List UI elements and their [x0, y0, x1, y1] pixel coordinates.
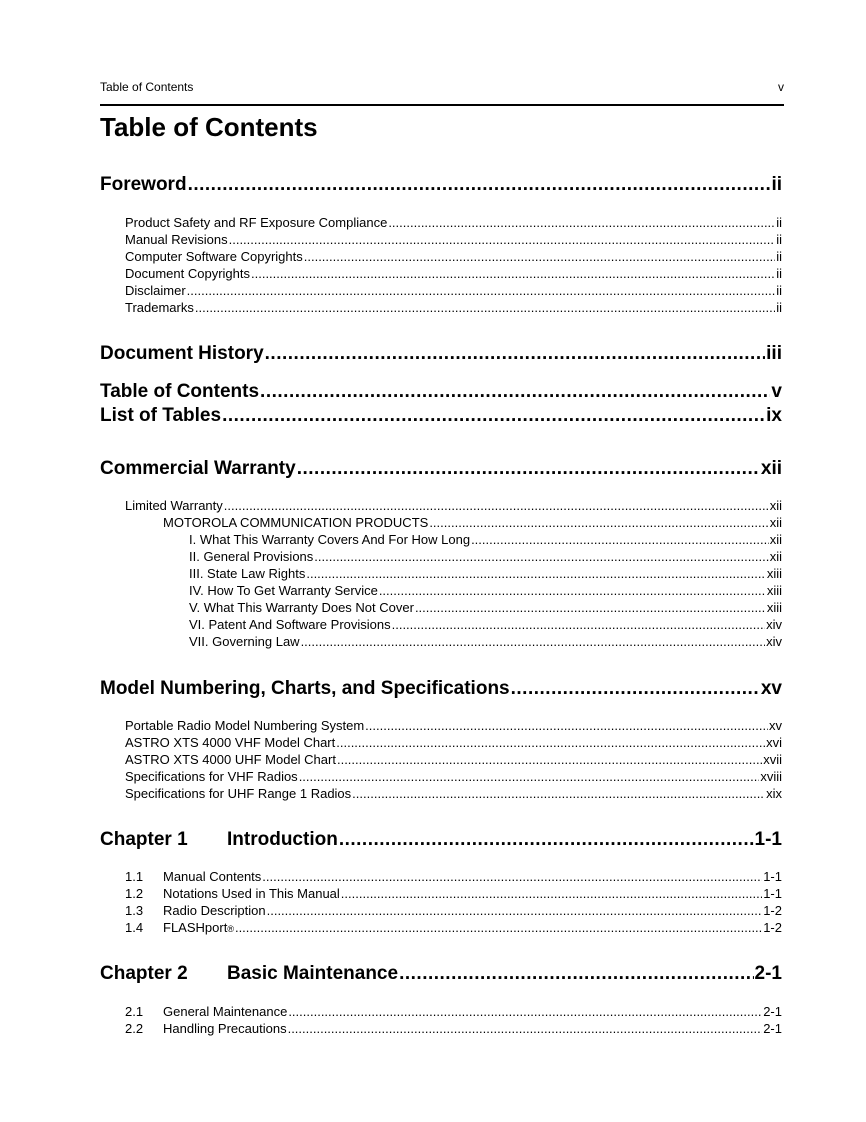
toc-entry[interactable]: [189, 566, 782, 583]
toc-page-number: xiii: [766, 566, 782, 581]
toc-dot-leader: [299, 769, 760, 784]
toc-entry-title: Basic Maintenance: [227, 963, 399, 984]
toc-entry[interactable]: [125, 735, 782, 752]
toc-entry[interactable]: [189, 532, 782, 549]
toc-entry-title: Commercial Warranty: [100, 458, 296, 479]
toc-dot-leader: [288, 1004, 762, 1019]
toc-entry-title: General Maintenance: [163, 1004, 288, 1019]
toc-entry-title: Product Safety and RF Exposure Compliance: [125, 215, 388, 230]
toc-dot-leader: [471, 532, 769, 547]
toc-dot-leader: [251, 266, 775, 281]
toc-dot-leader: [339, 829, 754, 851]
toc-entry-title: Manual Revisions: [125, 232, 228, 247]
toc-entry-title: Specifications for VHF Radios: [125, 769, 298, 784]
toc-dot-leader: [429, 515, 768, 530]
toc-entry[interactable]: [163, 515, 782, 532]
toc-entry-title: Foreword: [100, 174, 187, 195]
toc-dot-leader: [399, 963, 753, 985]
toc-entry-title: MOTOROLA COMMUNICATION PRODUCTS: [163, 515, 429, 530]
toc-page-number: xvi: [766, 735, 782, 750]
toc-dot-leader: [341, 886, 762, 901]
toc-heading[interactable]: [100, 678, 782, 702]
toc-entry[interactable]: [125, 1021, 782, 1038]
toc-entry-title: ASTRO XTS 4000 UHF Model Chart: [125, 752, 336, 767]
header-rule: [100, 104, 784, 106]
toc-entry-title: I. What This Warranty Covers And For How Long: [189, 532, 471, 547]
toc-entry-title: VI. Patent And Software Provisions: [189, 617, 391, 632]
toc-entry[interactable]: [125, 232, 782, 249]
toc-entry[interactable]: [189, 583, 782, 600]
toc-page-number: 1-2: [763, 903, 782, 918]
running-header: [100, 80, 784, 94]
toc-dot-leader: [188, 174, 771, 196]
toc-page-number: xvii: [763, 752, 782, 767]
toc-section-number: 1.4: [125, 920, 144, 935]
toc-page-number: 1-2: [763, 920, 782, 935]
toc-section-number: 1.1: [125, 869, 144, 884]
toc-entry[interactable]: [125, 498, 782, 515]
toc-page-number: xv: [760, 678, 782, 699]
toc-entry-title: Disclaimer: [125, 283, 186, 298]
toc-entry[interactable]: [125, 300, 782, 317]
toc-dot-leader: [314, 549, 768, 564]
toc-page-number: 2-1: [754, 963, 782, 984]
toc-page-number: 2-1: [763, 1021, 782, 1036]
toc-entry-title: Model Numbering, Charts, and Specifications: [100, 678, 510, 699]
toc-dot-leader: [304, 249, 775, 264]
toc-dot-leader: [262, 869, 762, 884]
toc-entry-title: VII. Governing Law: [189, 634, 300, 649]
toc-entry-title: Limited Warranty: [125, 498, 223, 513]
toc-page-number: 1-1: [754, 829, 782, 850]
toc-entry-title: List of Tables: [100, 405, 222, 426]
toc-dot-leader: [229, 232, 776, 247]
toc-entry-title: Table of Contents: [100, 381, 260, 402]
toc-entry[interactable]: [125, 752, 782, 769]
toc-entry-title: Notations Used in This Manual: [163, 886, 340, 901]
toc-page-number: xiv: [766, 617, 782, 632]
toc-dot-leader: [195, 300, 775, 315]
toc-page-number: ix: [766, 405, 782, 426]
toc-page-number: ii: [776, 249, 782, 264]
toc-entry-title: IV. How To Get Warranty Service: [189, 583, 378, 598]
toc-dot-leader: [222, 405, 765, 427]
toc-section-number: 1.2: [125, 886, 144, 901]
toc-chapter-number: Chapter 2: [100, 963, 188, 984]
toc-page-number: xiii: [766, 600, 782, 615]
toc-dot-leader: [187, 283, 776, 298]
toc-dot-leader: [392, 617, 766, 632]
toc-entry[interactable]: [125, 886, 782, 903]
toc-page-number: xii: [769, 532, 782, 547]
toc-page-number: ii: [776, 283, 782, 298]
toc-section-number: 2.1: [125, 1004, 144, 1019]
toc-dot-leader: [301, 634, 766, 649]
toc-page-number: 1-1: [763, 869, 782, 884]
toc-entry[interactable]: [189, 634, 782, 651]
toc-entry-title: Handling Precautions: [163, 1021, 287, 1036]
toc-page-number: xv: [769, 718, 782, 733]
toc-dot-leader: [388, 215, 775, 230]
toc-dot-leader: [379, 583, 766, 598]
toc-page-number: xii: [769, 549, 782, 564]
toc-heading[interactable]: [100, 405, 782, 429]
toc-entry-title: Specifications for UHF Range 1 Radios: [125, 786, 352, 801]
toc-entry-title: FLASHport: [163, 920, 228, 935]
toc-entry[interactable]: [125, 769, 782, 786]
toc-entry-title: III. State Law Rights: [189, 566, 306, 581]
toc-entry[interactable]: [125, 283, 782, 300]
toc-entry[interactable]: [189, 549, 782, 566]
toc-dot-leader: [224, 498, 769, 513]
toc-heading[interactable]: [100, 963, 782, 987]
toc-page-number: xii: [760, 458, 782, 479]
toc-entry[interactable]: [125, 1004, 782, 1021]
toc-entry[interactable]: 1.4 FLASHport ® ..... 1-2: [125, 920, 782, 937]
toc-page-number: xiv: [766, 634, 782, 649]
toc-page-number: xii: [769, 498, 782, 513]
toc-dot-leader: [306, 566, 765, 581]
toc-entry[interactable]: [125, 266, 782, 283]
toc-page-number: xiii: [766, 583, 782, 598]
toc-page-number: ii: [776, 232, 782, 247]
toc-page-number: 2-1: [763, 1004, 782, 1019]
toc-dot-leader: [297, 458, 760, 480]
running-header-page-number: v: [778, 80, 784, 94]
toc-heading[interactable]: [100, 381, 782, 405]
toc-chapter-number: Chapter 1: [100, 829, 188, 850]
toc-dot-leader: [267, 903, 763, 918]
toc-entry[interactable]: [189, 617, 782, 634]
toc-entry[interactable]: [125, 215, 782, 232]
toc-entry-title: Introduction: [227, 829, 338, 850]
toc-page-number: ii: [776, 300, 782, 315]
toc-heading[interactable]: [100, 343, 782, 367]
toc-entry-title: II. General Provisions: [189, 549, 314, 564]
toc-entry-title: Trademarks: [125, 300, 194, 315]
page-title: Table of Contents: [100, 112, 318, 142]
toc-entry[interactable]: [125, 903, 782, 920]
toc-entry[interactable]: [125, 249, 782, 266]
toc-page-number: v: [771, 381, 782, 402]
toc-dot-leader: [352, 786, 765, 801]
toc-entry[interactable]: [125, 718, 782, 735]
toc-dot-leader: [337, 752, 762, 767]
toc-entry-title: Portable Radio Model Numbering System: [125, 718, 365, 733]
toc-page-number: iii: [766, 343, 782, 364]
toc-dot-leader: [365, 718, 768, 733]
toc-entry-title: Computer Software Copyrights: [125, 249, 303, 264]
toc-page-number: 1-1: [763, 886, 782, 901]
toc-entry-title: ASTRO XTS 4000 VHF Model Chart: [125, 735, 336, 750]
toc-entry-title: Radio Description: [163, 903, 266, 918]
toc-entry[interactable]: [125, 786, 782, 803]
toc-dot-leader: [511, 678, 760, 700]
toc-dot-leader: [336, 735, 765, 750]
toc-page-number: ii: [771, 174, 782, 195]
toc-page-number: xviii: [760, 769, 782, 784]
toc-page-number: ii: [776, 215, 782, 230]
toc-entry-title: Document History: [100, 343, 264, 364]
toc-entry-title: V. What This Warranty Does Not Cover: [189, 600, 414, 615]
toc-page-number: xii: [769, 515, 782, 530]
toc-page-number: ii: [776, 266, 782, 281]
toc-entry[interactable]: [189, 600, 782, 617]
toc-entry-title: Manual Contents: [163, 869, 262, 884]
running-header-title: Table of Contents: [100, 80, 194, 94]
toc-section-number: 1.3: [125, 903, 144, 918]
toc-section-number: 2.2: [125, 1021, 144, 1036]
toc-heading[interactable]: [100, 174, 782, 198]
toc-dot-leader: [260, 381, 770, 403]
toc-heading[interactable]: [100, 829, 782, 853]
toc-dot-leader: [288, 1021, 763, 1036]
toc-dot-leader: [265, 343, 766, 365]
toc-entry[interactable]: [125, 869, 782, 886]
toc-entry-title: Document Copyrights: [125, 266, 250, 281]
toc-heading[interactable]: [100, 458, 782, 482]
toc-dot-leader: [415, 600, 766, 615]
toc-page-number: xix: [766, 786, 782, 801]
toc-dot-leader: [235, 920, 762, 935]
